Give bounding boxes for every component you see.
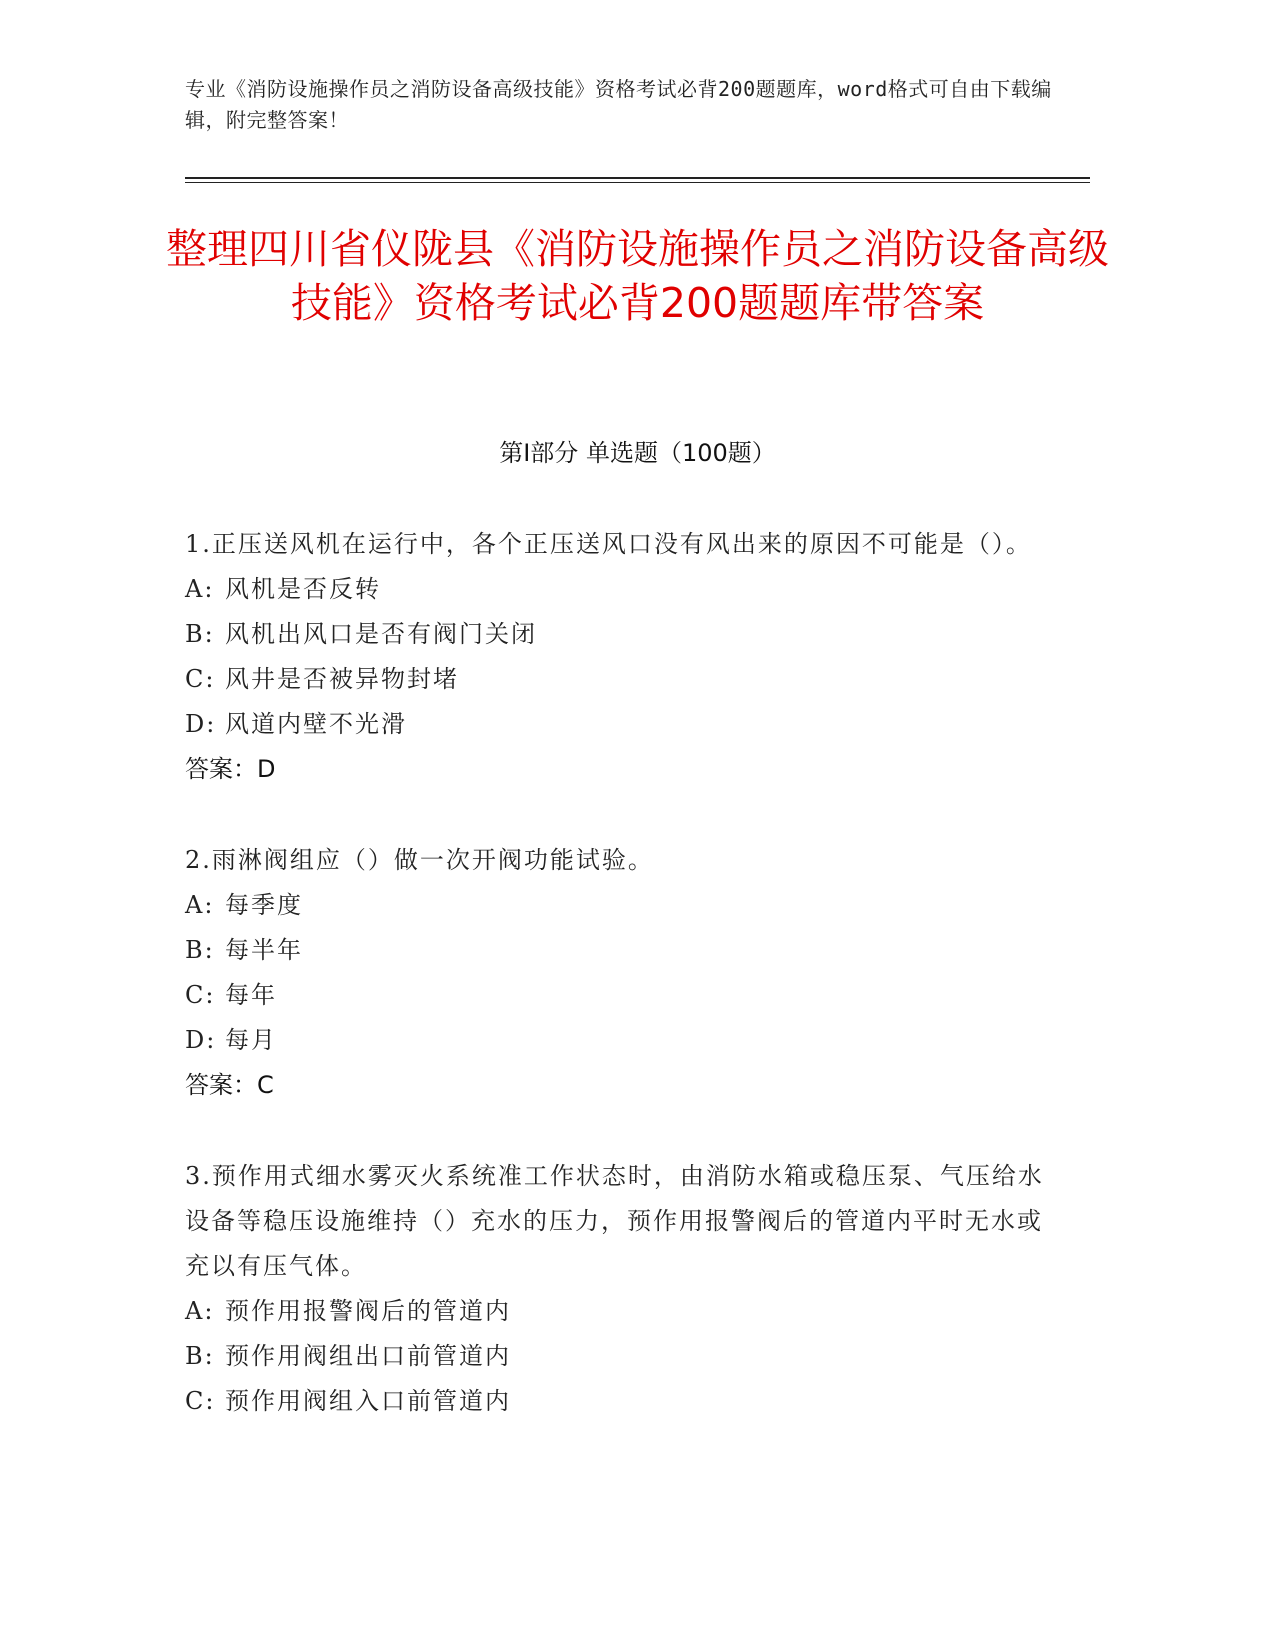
option-text: 预作用报警阀后的管道内 bbox=[225, 1297, 511, 1325]
option-text: 风机出风口是否有阀门关闭 bbox=[225, 620, 537, 648]
option-letter: B: bbox=[185, 620, 215, 648]
option-letter: B: bbox=[185, 936, 215, 964]
option-text: 每年 bbox=[225, 981, 277, 1009]
option-text: 风机是否反转 bbox=[225, 575, 381, 603]
option-d bbox=[185, 702, 1065, 747]
option-letter: D: bbox=[185, 710, 217, 738]
question-1 bbox=[185, 522, 1065, 792]
option-letter: C: bbox=[185, 1387, 216, 1415]
option-text: 风道内壁不光滑 bbox=[225, 710, 407, 738]
option-letter: C: bbox=[185, 981, 216, 1009]
option-letter: A: bbox=[185, 575, 215, 603]
option-a bbox=[185, 883, 1065, 928]
option-a bbox=[185, 567, 1065, 612]
option-text: 预作用阀组出口前管道内 bbox=[225, 1342, 511, 1370]
answer: 答案：D bbox=[185, 755, 276, 783]
header-divider-thick bbox=[185, 177, 1090, 179]
option-letter: A: bbox=[185, 1297, 215, 1325]
option-text: 预作用阀组入口前管道内 bbox=[225, 1387, 511, 1415]
option-letter: D: bbox=[185, 1026, 217, 1054]
option-text: 风井是否被异物封堵 bbox=[225, 665, 459, 693]
question-list bbox=[185, 522, 1065, 1470]
option-text: 每月 bbox=[225, 1026, 277, 1054]
option-letter: A: bbox=[185, 891, 215, 919]
header-divider-thin bbox=[185, 182, 1090, 183]
option-b bbox=[185, 928, 1065, 973]
question-3 bbox=[185, 1154, 1065, 1424]
option-b bbox=[185, 1334, 1065, 1379]
option-text: 每季度 bbox=[225, 891, 303, 919]
question-text: 1.正压送风机在运行中，各个正压送风口没有风出来的原因不可能是（）。 bbox=[185, 530, 1032, 558]
section-title: 第Ⅰ部分 单选题（100题） bbox=[499, 439, 776, 467]
option-letter: B: bbox=[185, 1342, 215, 1370]
question-text: 2.雨淋阀组应（）做一次开阀功能试验。 bbox=[185, 846, 654, 874]
option-d bbox=[185, 1018, 1065, 1063]
document-title: 整理四川省仪陇县《消防设施操作员之消防设备高级技能》资格考试必背200题题库带答案 bbox=[166, 225, 1109, 327]
header-note: 专业《消防设施操作员之消防设备高级技能》资格考试必背200题题库，word格式可自由下载编辑，附完整答案！ bbox=[185, 77, 1052, 132]
option-letter: C: bbox=[185, 665, 216, 693]
option-a bbox=[185, 1289, 1065, 1334]
question-text: 3.预作用式细水雾灭火系统准工作状态时，由消防水箱或稳压泵、气压给水设备等稳压设施维持（）充水的压力，预作用报警阀后的管道内平时无水或充以有压气体。 bbox=[185, 1162, 1044, 1280]
answer: 答案：C bbox=[185, 1071, 274, 1099]
question-2 bbox=[185, 838, 1065, 1108]
option-c bbox=[185, 657, 1065, 702]
option-text: 每半年 bbox=[225, 936, 303, 964]
option-c bbox=[185, 973, 1065, 1018]
option-c bbox=[185, 1379, 1065, 1424]
option-b bbox=[185, 612, 1065, 657]
